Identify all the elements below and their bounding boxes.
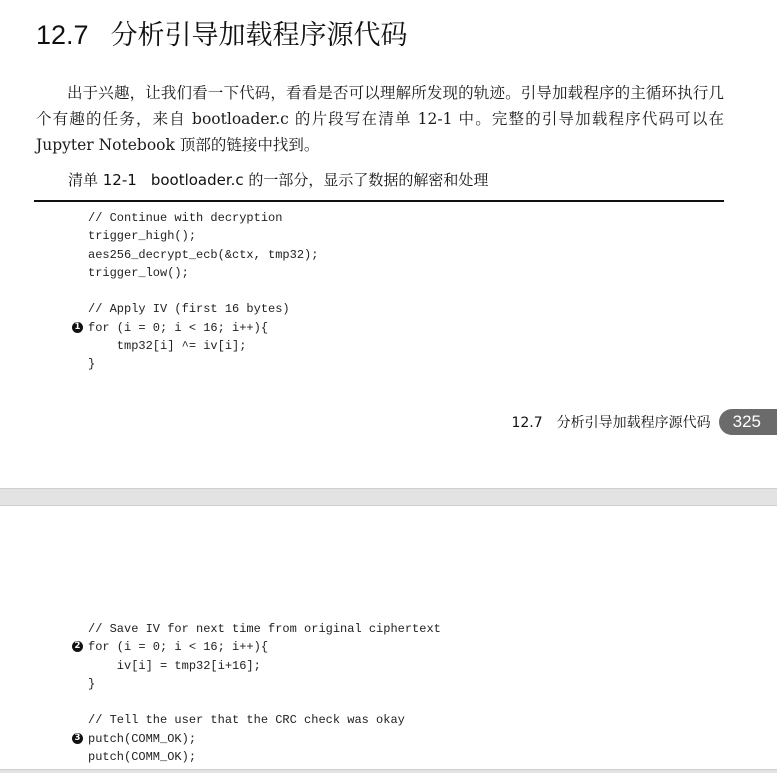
page-separator <box>0 488 777 506</box>
code-text: } <box>88 357 96 372</box>
code-line <box>74 638 441 656</box>
code-line <box>88 300 318 318</box>
listing-title: bootloader.c 的一部分，显示了数据的解密和处理 <box>150 171 489 189</box>
code-line <box>88 675 441 693</box>
code-line <box>88 209 318 227</box>
code-line <box>88 693 441 711</box>
listing-caption <box>68 170 488 190</box>
code-line <box>88 620 441 638</box>
listing-rule <box>34 200 724 202</box>
code-text: aes256_decrypt_ecb(&ctx, tmp32); <box>88 247 319 262</box>
code-text: putch(COMM_OK); <box>88 731 197 746</box>
code-line <box>88 246 318 264</box>
code-text: // Save IV for next time from original ciphertext <box>88 622 441 636</box>
code-listing-bottom <box>74 620 441 766</box>
code-listing-top <box>74 209 319 374</box>
code-text: for (i = 0; i < 16; i++){ <box>88 320 269 335</box>
code-line <box>88 227 318 245</box>
body-paragraph: 出于兴趣，让我们看一下代码，看看是否可以理解所发现的轨迹。引导加载程序的主循环执行几个有趣的任务，来自 bootloader.c 的片段写在清单 12-1 中。完整的引导加载程序代码可以在 Jupyter Notebook 顶部的链接中找到。 <box>36 84 724 154</box>
code-text: trigger_low(); <box>88 265 189 280</box>
code-line <box>88 264 318 282</box>
footer-section-title: 12.7 分析引导加载程序源代码 <box>511 415 711 431</box>
callout-marker: 2 <box>72 641 83 652</box>
code-text: iv[i] = tmp32[i+16]; <box>88 658 261 673</box>
callout-marker: 3 <box>72 733 83 744</box>
section-title: 分析引导加载程序源代码 <box>110 20 408 50</box>
code-text: // Continue with decryption <box>88 211 283 225</box>
code-text: putch(COMM_OK); <box>88 750 197 765</box>
code-text: // Tell the user that the CRC check was okay <box>88 713 405 728</box>
code-text: } <box>88 676 96 691</box>
code-line <box>74 319 318 337</box>
page-footer <box>511 409 777 435</box>
page-bottom-edge <box>0 769 777 773</box>
code-text: // Apply IV (first 16 bytes) <box>88 302 290 317</box>
section-heading <box>36 18 408 52</box>
code-line <box>88 748 441 766</box>
code-text: for (i = 0; i < 16; i++){ <box>88 640 269 655</box>
code-line <box>88 337 318 355</box>
code-text: tmp32[i] ^= iv[i]; <box>88 339 247 354</box>
code-text: trigger_high(); <box>88 229 197 244</box>
listing-label: 清单 12-1 <box>68 171 137 189</box>
code-line <box>88 355 318 373</box>
code-line <box>88 711 441 729</box>
code-line <box>74 730 441 748</box>
page-number-badge: 325 <box>719 409 777 435</box>
callout-marker: 1 <box>72 322 83 333</box>
code-line <box>88 282 318 300</box>
section-number: 12.7 <box>36 20 89 50</box>
code-line <box>88 657 441 675</box>
